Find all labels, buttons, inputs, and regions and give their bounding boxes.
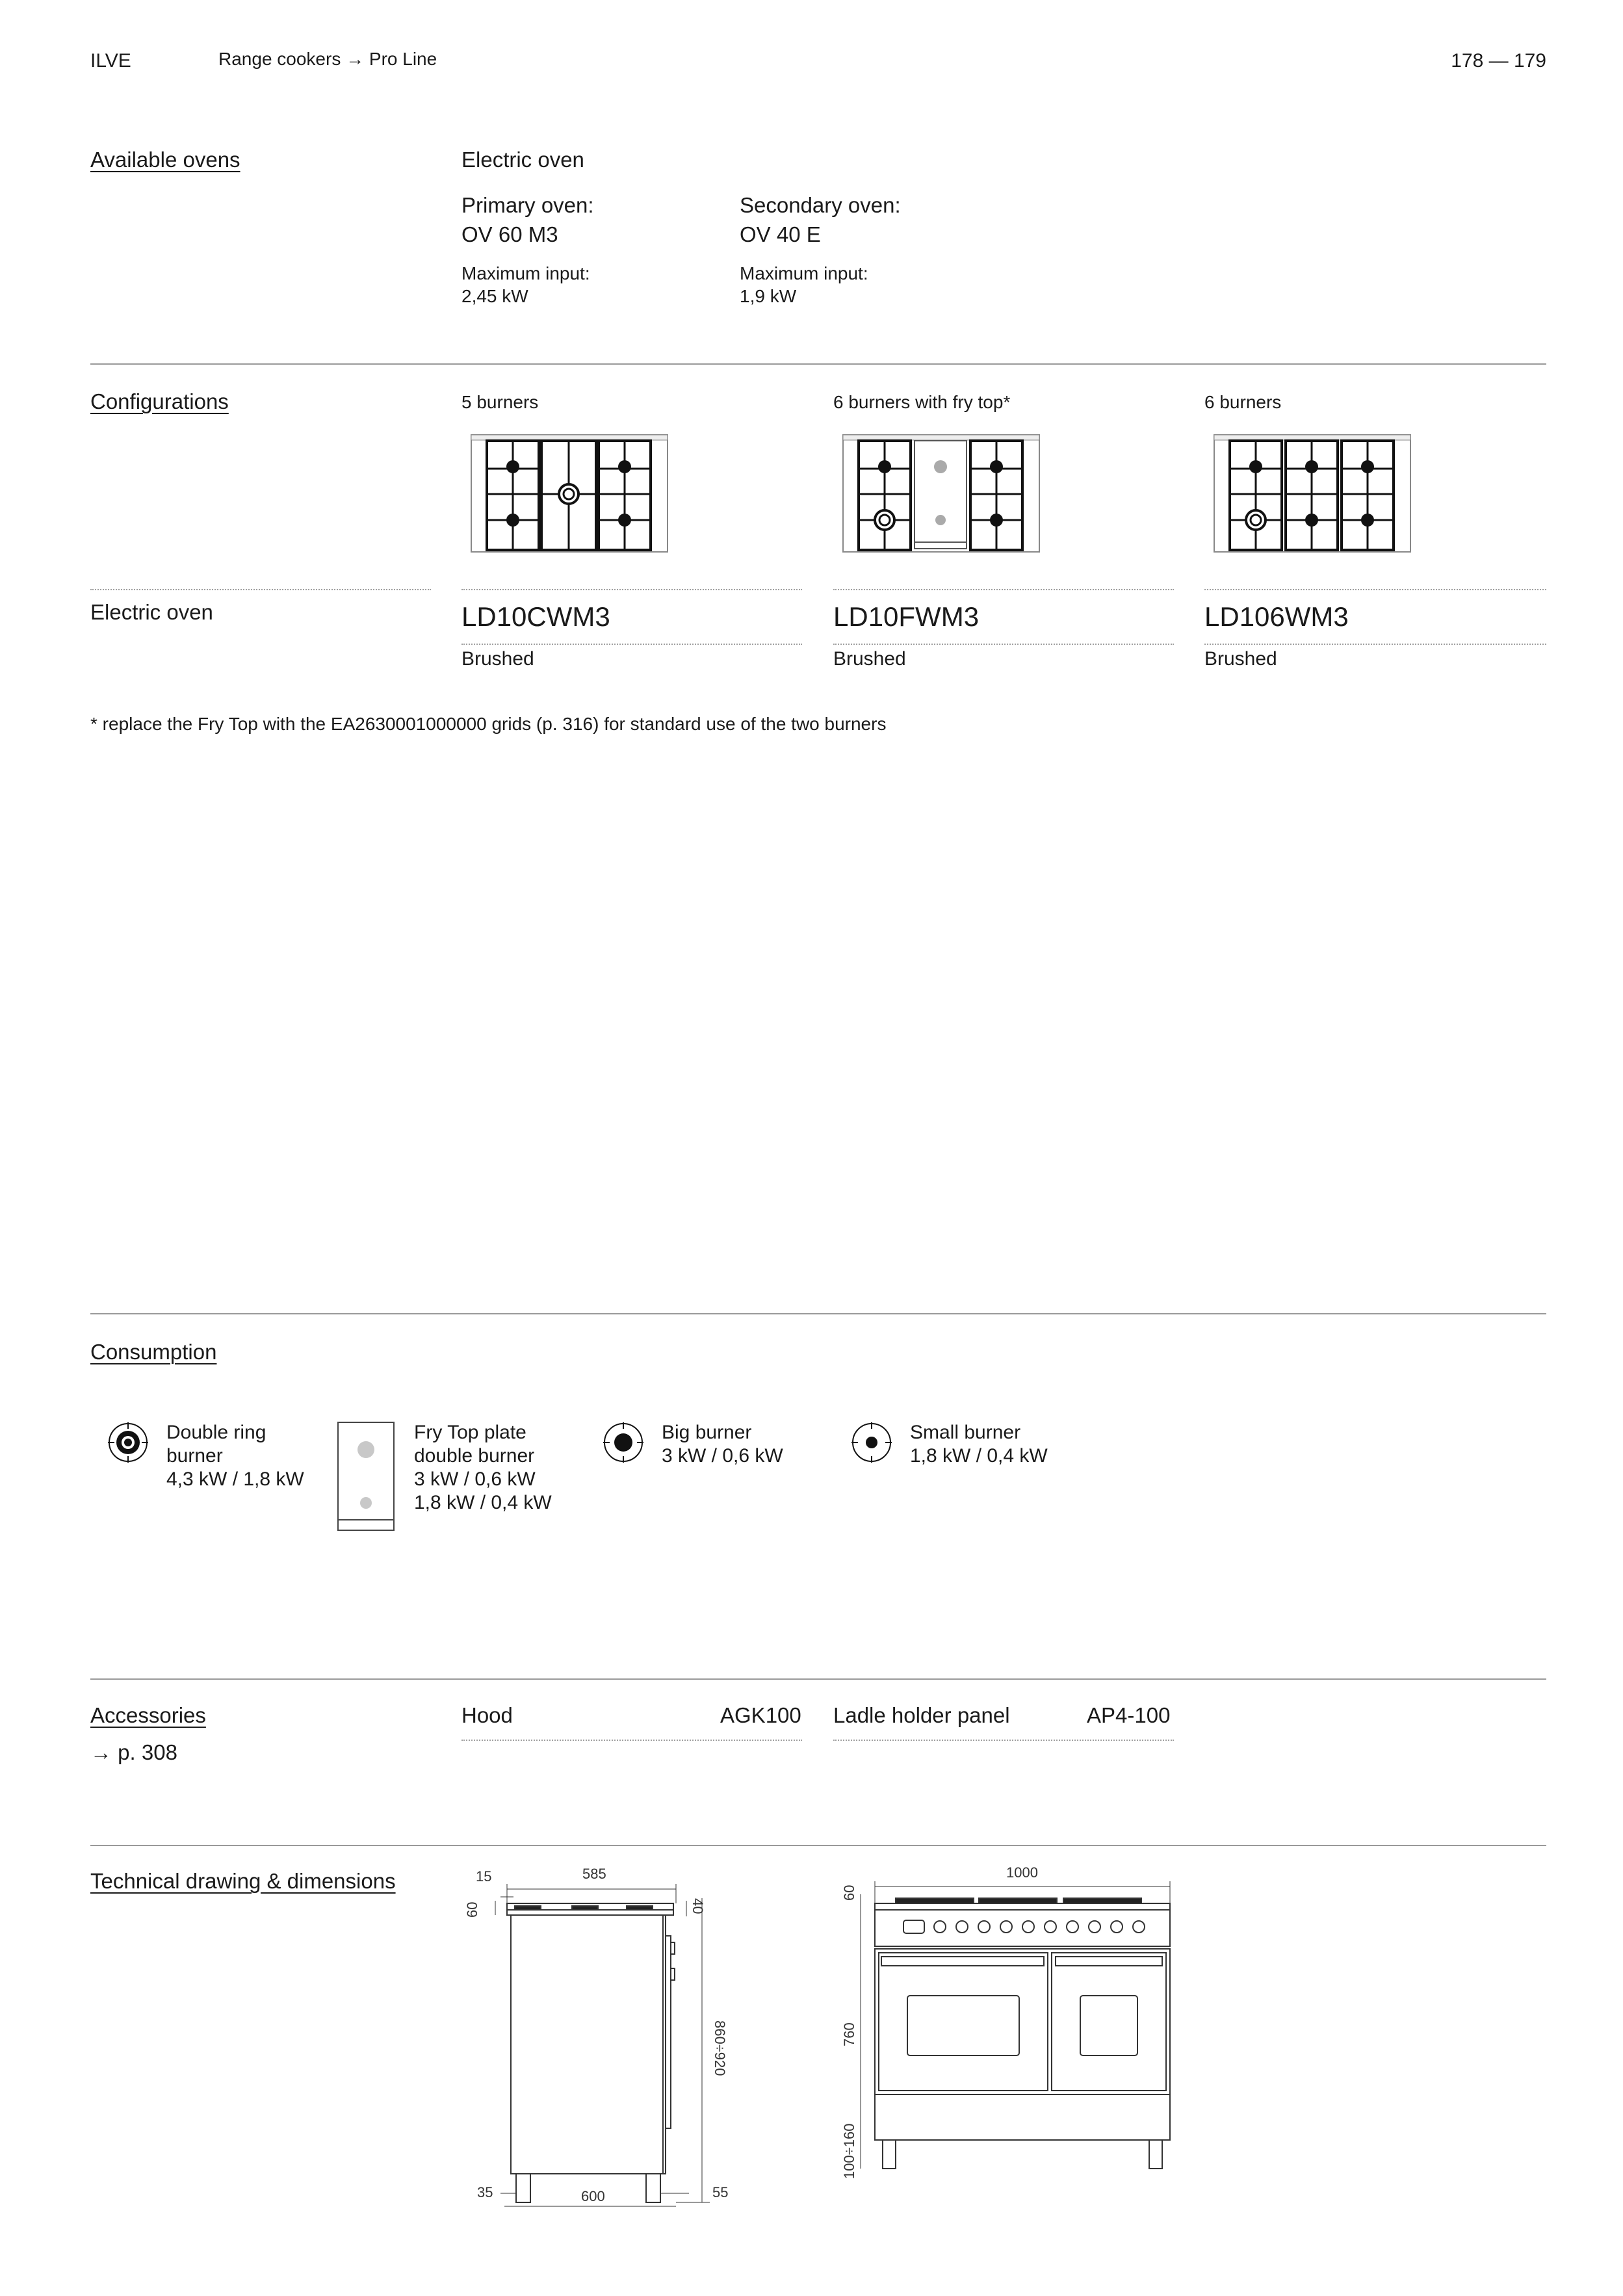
hob-5-burners-icon — [470, 433, 669, 554]
dim-width: 1000 — [1006, 1864, 1038, 1881]
section-divider — [90, 1313, 1546, 1314]
accessory-name-hood: Hood — [461, 1703, 513, 1727]
dotted-divider — [461, 644, 802, 645]
dim-top-depth: 585 — [582, 1866, 606, 1882]
section-divider — [90, 1845, 1546, 1846]
page-numbers: 178 — 179 — [1451, 50, 1546, 72]
dim-foot-front: 35 — [477, 2184, 493, 2200]
dim-top-height: 60 — [464, 1901, 480, 1918]
side-view-drawing — [455, 1858, 741, 2209]
primary-oven-input: 2,45 kW — [461, 286, 528, 306]
accessory-code-agk100[interactable]: AGK100 — [720, 1703, 801, 1727]
dotted-divider — [833, 589, 1174, 590]
consumption-text-big-burner: Big burner 3 kW / 0,6 kW — [662, 1422, 783, 1467]
accessory-name-ladle-holder: Ladle holder panel — [833, 1703, 1010, 1727]
dotted-divider — [1204, 644, 1546, 645]
section-divider — [90, 363, 1546, 365]
footnote: * replace the Fry Top with the EA2630001000000 grids (p. 316) for standard use of the two burners — [90, 714, 887, 734]
front-view-drawing — [825, 1858, 1176, 2196]
dim-backguard: 40 — [690, 1898, 706, 1914]
hob-fry-top-icon — [842, 433, 1041, 554]
dim-depth: 600 — [581, 2188, 605, 2204]
fry-top-plate-icon — [337, 1421, 395, 1532]
secondary-oven-model: OV 40 E — [740, 222, 821, 246]
dim-leg-range: 100÷160 — [841, 2123, 857, 2179]
config-title-6-burners: 6 burners — [1204, 392, 1282, 412]
double-ring-burner-icon — [107, 1421, 149, 1464]
small-burner-icon — [850, 1421, 893, 1464]
section-heading-configurations: Configurations — [90, 389, 229, 413]
dim-height-range: 860÷920 — [712, 2020, 728, 2076]
dotted-divider — [833, 1740, 1174, 1741]
breadcrumb[interactable]: Range cookers → Pro Line — [218, 49, 437, 69]
big-burner-icon — [602, 1421, 645, 1464]
accessories-page-link[interactable]: → p. 308 — [90, 1740, 177, 1764]
secondary-oven-input: 1,9 kW — [740, 286, 797, 306]
config-row-label: Electric oven — [90, 600, 213, 624]
dotted-divider — [90, 589, 431, 590]
primary-oven-input-label: Maximum input: — [461, 263, 590, 283]
config-title-5-burners: 5 burners — [461, 392, 539, 412]
primary-oven-label: Primary oven: — [461, 193, 594, 217]
finish-label: Brushed — [833, 648, 906, 670]
finish-label: Brushed — [1204, 648, 1277, 670]
consumption-text-fry-top: Fry Top plate double burner 3 kW / 0,6 kW 1,8 kW / 0,4 kW — [414, 1422, 552, 1513]
dotted-divider — [461, 1740, 802, 1741]
primary-oven-model: OV 60 M3 — [461, 222, 558, 246]
model-code-ld10fwm3[interactable]: LD10FWM3 — [833, 601, 980, 632]
section-heading-consumption: Consumption — [90, 1340, 217, 1364]
dim-front-top-height: 60 — [841, 1885, 857, 1901]
secondary-oven-input-label: Maximum input: — [740, 263, 868, 283]
section-divider — [90, 1678, 1546, 1680]
section-heading-technical-drawing: Technical drawing & dimensions — [90, 1869, 396, 1893]
dotted-divider — [461, 589, 802, 590]
config-title-fry-top: 6 burners with fry top* — [833, 392, 1011, 412]
consumption-text-double-ring: Double ring burner 4,3 kW / 1,8 kW — [166, 1422, 304, 1490]
section-heading-accessories: Accessories — [90, 1703, 206, 1727]
model-code-ld106wm3[interactable]: LD106WM3 — [1204, 601, 1349, 632]
dotted-divider — [1204, 589, 1546, 590]
consumption-text-small-burner: Small burner 1,8 kW / 0,4 kW — [910, 1422, 1048, 1467]
model-code-ld10cwm3[interactable]: LD10CWM3 — [461, 601, 610, 632]
hob-6-burners-icon — [1213, 433, 1412, 554]
dim-foot-back: 55 — [712, 2184, 729, 2200]
dim-body-height: 760 — [841, 2022, 857, 2046]
section-heading-available-ovens: Available ovens — [90, 148, 240, 172]
secondary-oven-label: Secondary oven: — [740, 193, 901, 217]
accessory-code-ap4-100[interactable]: AP4-100 — [1087, 1703, 1171, 1727]
finish-label: Brushed — [461, 648, 534, 670]
dim-top-offset: 15 — [476, 1868, 492, 1885]
oven-type: Electric oven — [461, 148, 584, 172]
dotted-divider — [833, 644, 1174, 645]
brand-name: ILVE — [90, 50, 131, 72]
